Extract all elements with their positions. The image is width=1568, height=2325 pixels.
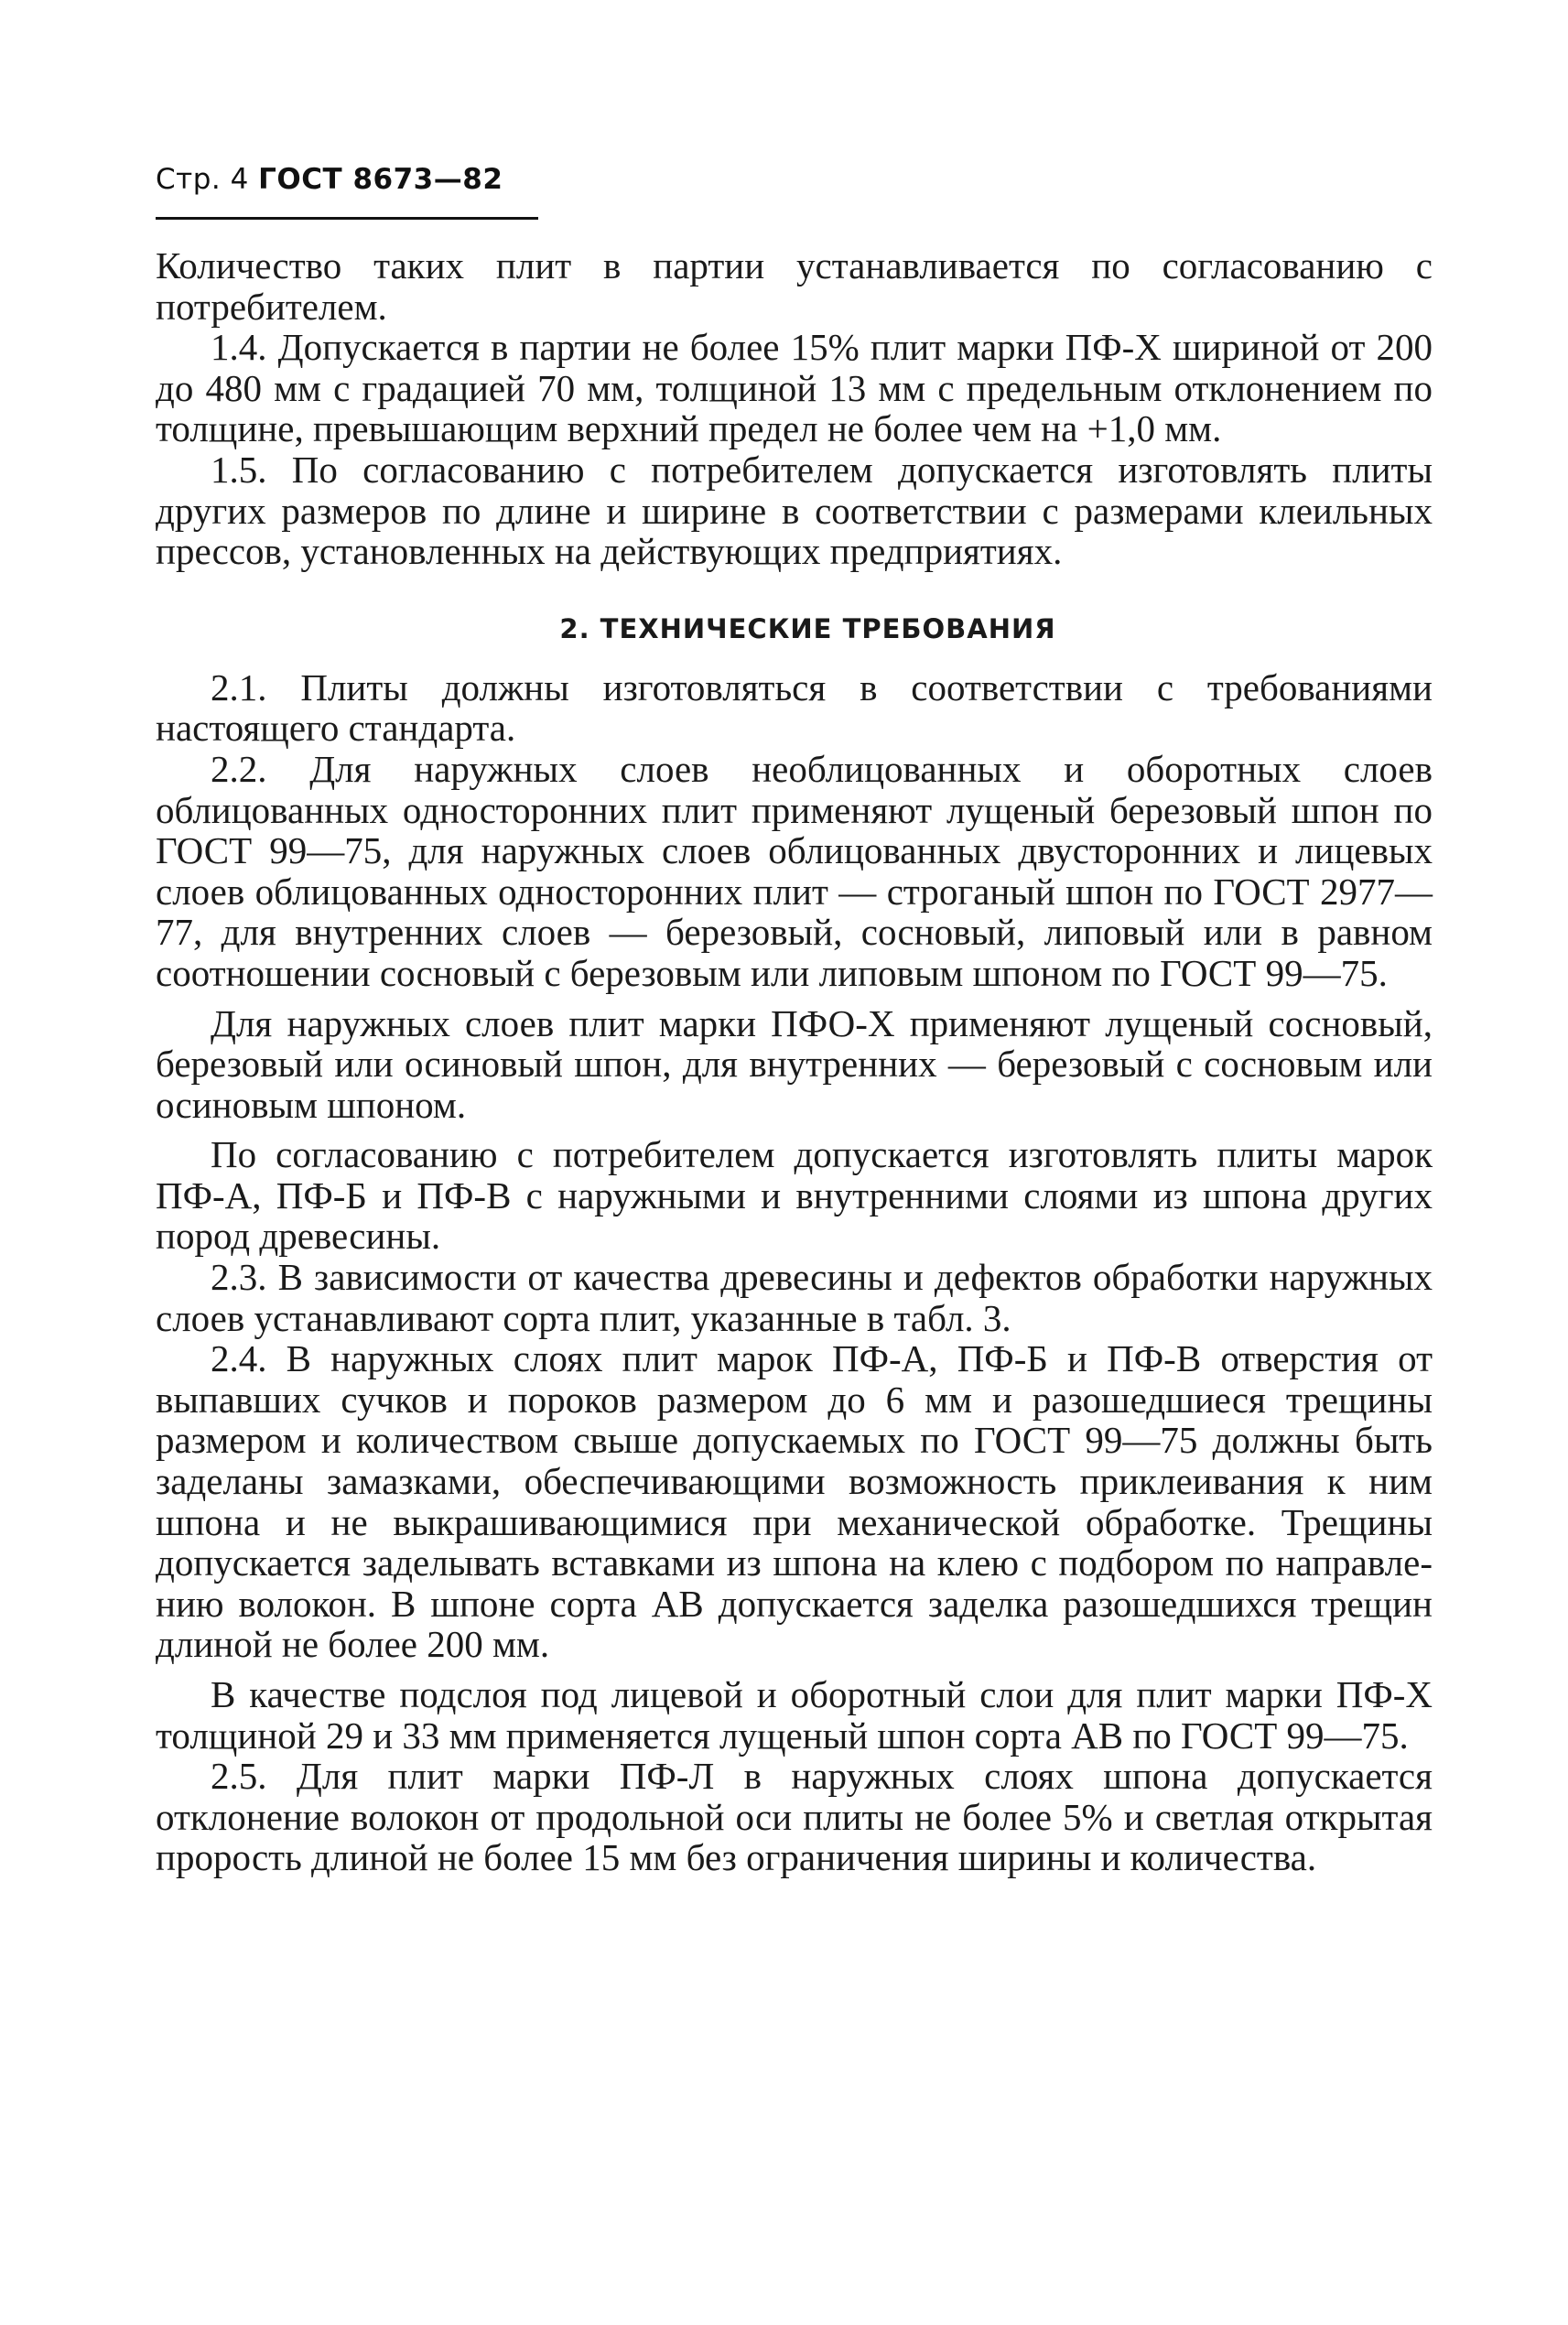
- standard-code: ГОСТ 8673—82: [258, 163, 503, 196]
- paragraph-1-4: 1.4. Допускается в партии не более 15% плит марки ПФ-Х шириной от 200 до 480 мм с градацией 70 мм, толщиной 13 мм с предельным отклонением по толщине, превышающим верхний предел не более чем на +1,0 мм.: [156, 326, 1433, 450]
- paragraph-2-4: 2.4. В наружных слоях плит марок ПФ-А, ПФ-Б и ПФ-В отверстия от выпавших сучков и пороков размером до 6 мм и разошедшиеся трещины размером и количеством свыше допускаемых по ГОСТ 99—75 должны быть заделаны замазками, обеспечивающими возможность приклеивания к ним шпона и не выкрашивающимися при механической обработке. Трещины допускается заделывать вставками из шпона на клею с подбором по направлению волокон. В шпоне сорта АВ допускается заделка разошедшихся трещин длиной не более 200 мм.: [156, 1337, 1433, 1666]
- paragraph-2-3: 2.3. В зависимости от качества древесины и дефектов обработки наружных слоев устанавливают сорта плит, указанные в табл. 3.: [156, 1256, 1433, 1339]
- paragraph-2-1: 2.1. Плиты должны изготовляться в соответствии с требованиями настоящего стандарта.: [156, 665, 1433, 750]
- paragraph-2-2: 2.2. Для наружных слоев необлицованных и оборотных слоев облицованных односторонних плит применяют лущеный березовый шпон по ГОСТ 99—75, для наружных слоев облицованных двусторонних и лицевых слоев облицованных односторонних плит — строганый шпон по ГОСТ 2977—77, для внутренних слоев — березовый, сосновый, липовый или в равном соотношении сосновый с березовым или липовым шпоном по ГОСТ 99—75.: [156, 747, 1433, 994]
- page-header: [156, 163, 503, 196]
- page-number: Стр. 4: [156, 163, 249, 196]
- paragraph-continuation: Количество таких плит в партии устанавливается по согласованию с потребителем.: [156, 244, 1433, 328]
- document-body: [156, 245, 1433, 1878]
- paragraph-2-5: 2.5. Для плит марки ПФ-Л в наружных слоях шпона допускается отклонение волокон от продольной оси плиты не более 5% и светлая открытая прорость длиной не более 15 мм без ограничения ширины и количества.: [156, 1755, 1433, 1879]
- paragraph-2-2-agreement: По согласованию с потребителем допускается изготовлять плиты марок ПФ-А, ПФ-Б и ПФ-В с наружными и внутренними слоями из шпона других пород древесины.: [156, 1133, 1433, 1258]
- header-rule: [156, 217, 538, 220]
- paragraph-2-4-underlayer: В качестве подслоя под лицевой и оборотный слои для плит марки ПФ-Х толщиной 29 и 33 мм применяется лущеный шпон сорта АВ по ГОСТ 99—75.: [156, 1673, 1433, 1757]
- paragraph-1-5: 1.5. По согласованию с потребителем допускается изготовлять плиты других размеров по длине и ширине в соответствии с размерами клеильных прессов, установленных на действующих предприятиях.: [156, 448, 1433, 573]
- paragraph-2-2-pfo: Для наружных слоев плит марки ПФО-Х применяют лущеный сосновый, березовый или осиновый шпон, для внутренних — березовый с сосновым или осиновым шпоном.: [156, 1001, 1433, 1126]
- section-title: 2. ТЕХНИЧЕСКИЕ ТРЕБОВАНИЯ: [559, 612, 1056, 644]
